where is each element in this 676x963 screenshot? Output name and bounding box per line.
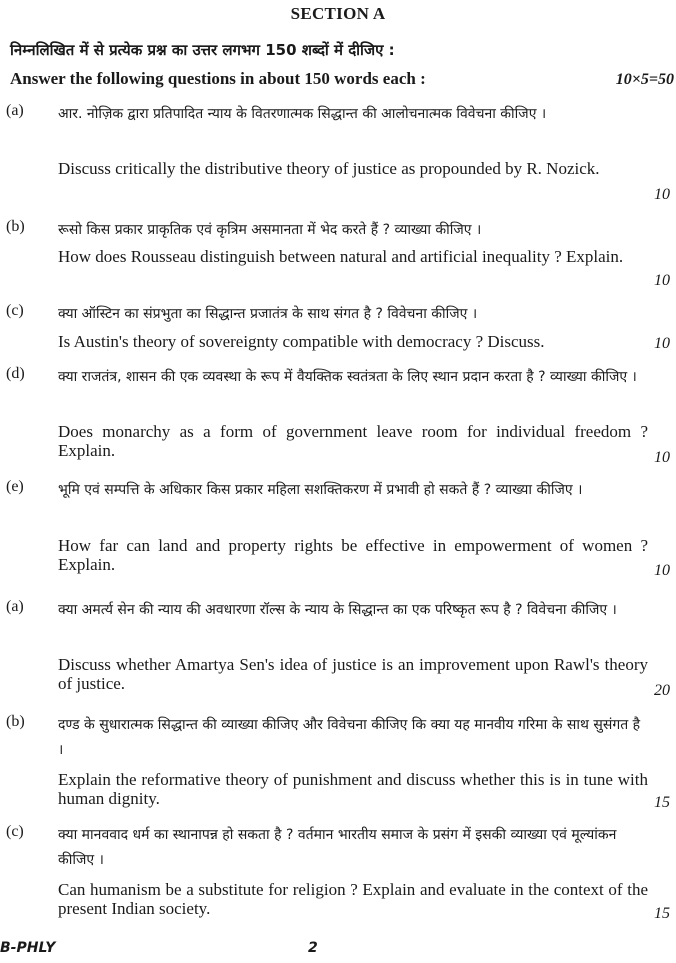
question-text-english: How does Rousseau distinguish between natural and artificial inequality ? Explain. — [58, 247, 624, 266]
section-title: SECTION A — [290, 4, 386, 23]
question-text-hindi: भूमि एवं सम्पत्ति के अधिकार किस प्रकार महिला सशक्तिकरण में प्रभावी हो सकते हैं ? व्याख्या कीजिए । — [58, 482, 583, 498]
question-label: (b) — [6, 218, 25, 235]
question-text-hindi: आर. नोज़िक द्वारा प्रतिपादित न्याय के वितरणात्मक सिद्धान्त की आलोचनात्मक विवेचना कीजिए । — [58, 106, 547, 122]
question-marks: 10 — [654, 335, 670, 352]
question-label: (b) — [6, 713, 25, 730]
question-text-hindi: क्या मानववाद धर्म का स्थानापन्न हो सकता है ? वर्तमान भारतीय समाज के प्रसंग में इसकी व्याख्या एवं मूल्यांकन कीजिए । — [58, 827, 617, 868]
question-label: (e) — [6, 478, 24, 495]
paper-code: B-PHLY — [0, 940, 56, 956]
question-label: (a) — [6, 598, 24, 615]
question-label: (c) — [6, 302, 24, 319]
question-marks: 20 — [654, 682, 670, 699]
question-text-hindi: रूसो किस प्रकार प्राकृतिक एवं कृत्रिम असमानता में भेद करते हैं ? व्याख्या कीजिए । — [58, 222, 482, 238]
question-text-hindi: क्या ऑस्टिन का संप्रभुता का सिद्धान्त प्रजातंत्र के साथ संगत है ? विवेचना कीजिए । — [58, 306, 478, 322]
question-text-english: Is Austin's theory of sovereignty compatible with democracy ? Discuss. — [58, 332, 545, 351]
question-text-hindi: दण्ड के सुधारात्मक सिद्धान्त की व्याख्या कीजिए और विवेचना कीजिए कि क्या यह मानवीय गरिमा के साथ सुसंगत है । — [58, 717, 641, 758]
question-label: (c) — [6, 823, 24, 840]
question-text-english: Discuss critically the distributive theory of justice as propounded by R. Nozick. — [58, 159, 600, 178]
question-marks: 10 — [654, 562, 670, 579]
question-marks: 10 — [654, 186, 670, 203]
instructions-marks: 10×5=50 — [615, 71, 674, 88]
page-number: 2 — [308, 940, 318, 956]
question-label: (d) — [6, 365, 25, 382]
instructions-english: Answer the following questions in about 150 words each : — [10, 69, 426, 88]
question-marks: 10 — [654, 449, 670, 466]
instructions-hindi: निम्नलिखित में से प्रत्येक प्रश्न का उत्तर लगभग 150 शब्दों में दीजिए : — [10, 41, 395, 59]
question-text-hindi: क्या राजतंत्र, शासन की एक व्यवस्था के रूप में वैयक्तिक स्वतंत्रता के लिए स्थान प्रदान करता है ? व्याख्या कीजिए । — [58, 369, 637, 385]
question-text-hindi: क्या अमर्त्य सेन की न्याय की अवधारणा रॉल्स के न्याय के सिद्धान्त का एक परिष्कृत रूप है ? विवेचना कीजिए । — [58, 602, 617, 618]
question-marks: 15 — [654, 794, 670, 811]
question-text-english: Can humanism be a substitute for religion ? Explain and evaluate in the context of the present Indian society. — [58, 880, 648, 918]
question-text-english: Explain the reformative theory of punishment and discuss whether this is in tune with human dignity. — [58, 770, 648, 808]
question-marks: 10 — [654, 272, 670, 289]
question-text-english: Does monarchy as a form of government leave room for individual freedom ? Explain. — [58, 422, 648, 460]
question-label: (a) — [6, 102, 24, 119]
question-marks: 15 — [654, 905, 670, 922]
question-text-english: Discuss whether Amartya Sen's idea of justice is an improvement upon Rawl's theory of justice. — [58, 655, 648, 693]
question-text-english: How far can land and property rights be effective in empowerment of women ? Explain. — [58, 536, 648, 574]
